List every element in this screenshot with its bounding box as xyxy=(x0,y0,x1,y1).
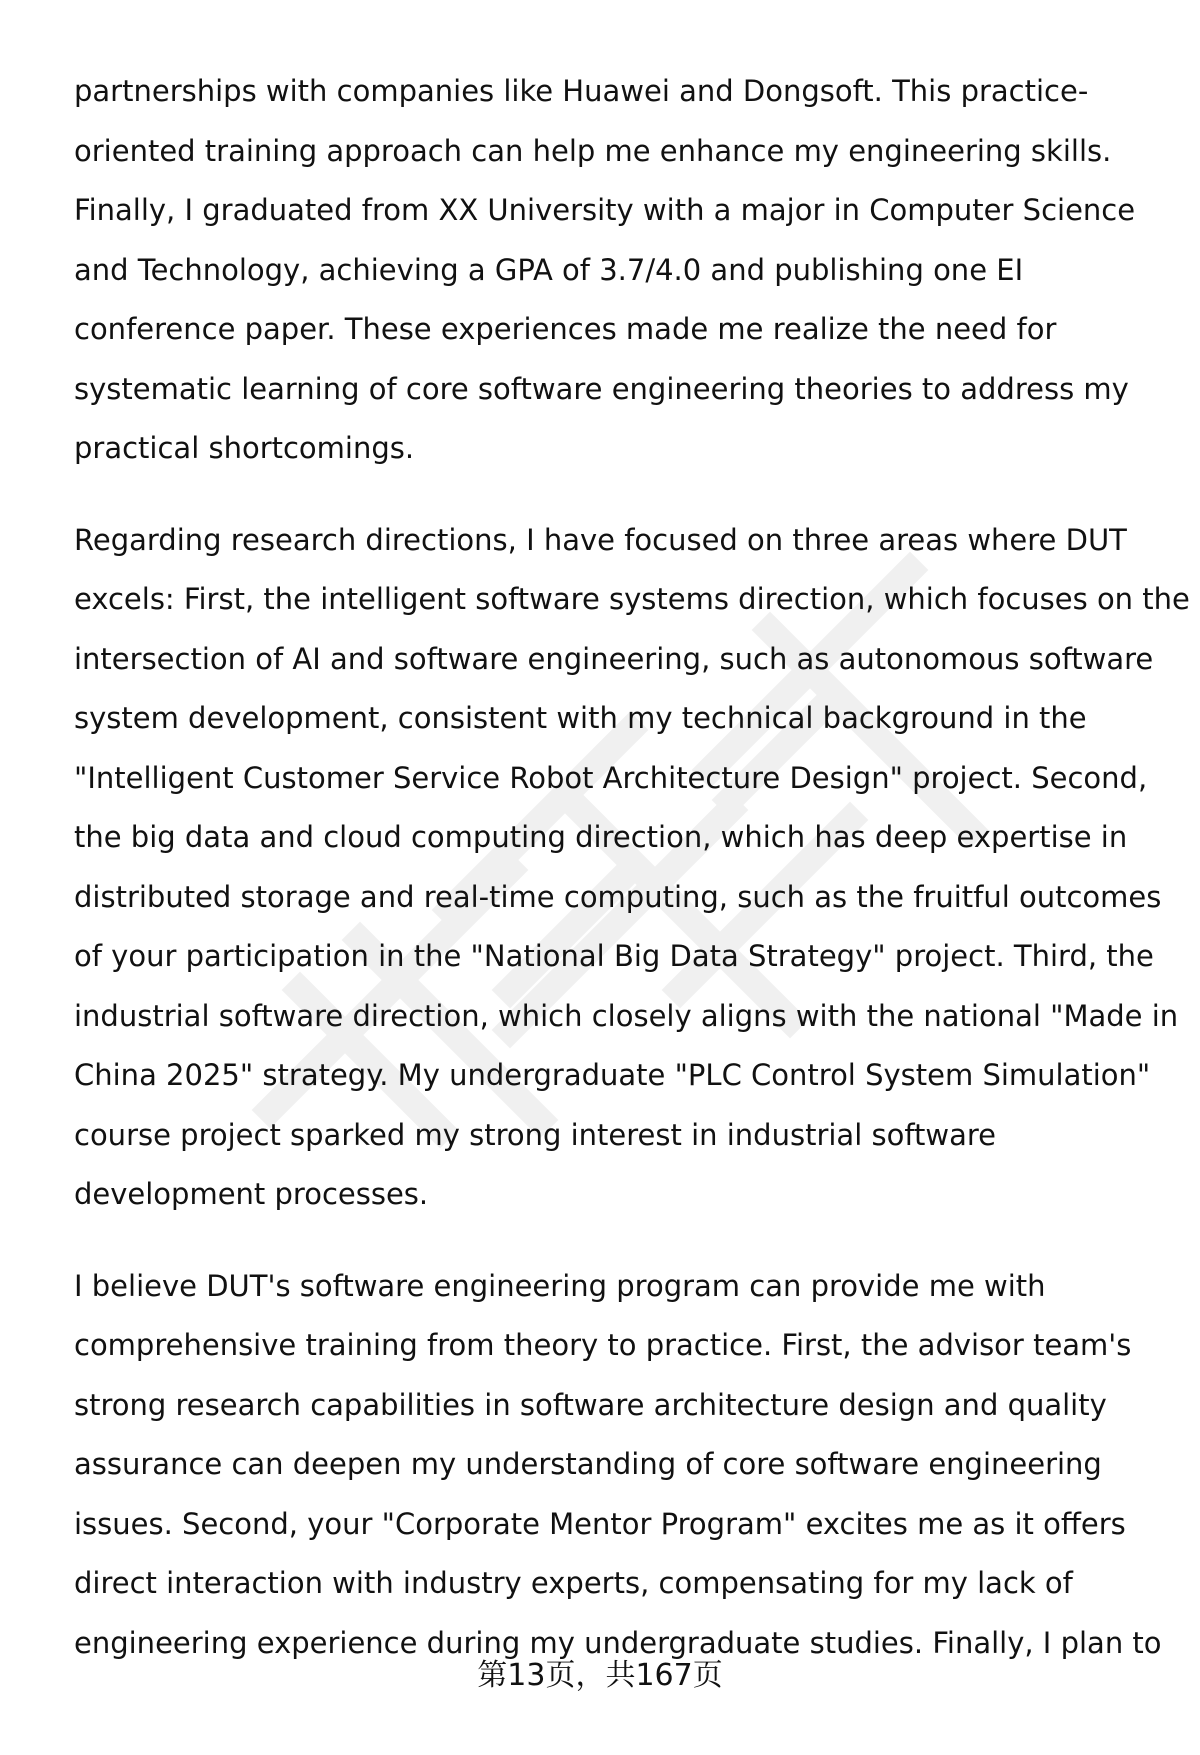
text-line: partnerships with companies like Huawei and Dongsoft. This practice- xyxy=(74,74,1089,108)
text-line: excels: First, the intelligent software systems direction, which focuses on the xyxy=(74,582,1190,616)
text-line: "Intelligent Customer Service Robot Architecture Design" project. Second, xyxy=(74,760,1148,795)
text-line: practical shortcomings. xyxy=(74,431,415,465)
text-line: I believe DUT's software engineering program can provide me with xyxy=(74,1268,1046,1303)
text-line: and Technology, achieving a GPA of 3.7/4.0 and publishing one EI xyxy=(74,252,1024,287)
text-line: intersection of AI and software engineering, such as autonomous software xyxy=(74,641,1154,676)
text-line: of your participation in the "National Big Data Strategy" project. Third, the xyxy=(74,939,1154,973)
document-body xyxy=(74,62,1190,1705)
text-line: assurance can deepen my understanding of core software engineering xyxy=(74,1447,1102,1481)
text-line: comprehensive training from theory to practice. First, the advisor team's xyxy=(74,1328,1132,1362)
text-line: China 2025" strategy. My undergraduate "PLC Control System Simulation" xyxy=(74,1058,1151,1092)
text-line: course project sparked my strong interest in industrial software xyxy=(74,1117,997,1152)
text-line: distributed storage and real-time computing, such as the fruitful outcomes xyxy=(74,879,1162,914)
text-line: conference paper. These experiences made me realize the need for xyxy=(74,312,1057,346)
text-line: industrial software direction, which closely aligns with the national "Made in xyxy=(74,998,1179,1033)
text-line: engineering experience during my undergraduate studies. Finally, I plan to xyxy=(74,1625,1162,1660)
text-line: direct interaction with industry experts, compensating for my lack of xyxy=(74,1566,1073,1600)
text-line: systematic learning of core software engineering theories to address my xyxy=(74,371,1129,406)
paragraph-1 xyxy=(74,62,1164,479)
text-line: oriented training approach can help me enhance my engineering skills. xyxy=(74,133,1112,168)
text-line: system development, consistent with my technical background in the xyxy=(74,701,1087,735)
paragraph-3 xyxy=(74,1257,1164,1674)
text-line: the big data and cloud computing direction, which has deep expertise in xyxy=(74,820,1128,854)
text-line: Regarding research directions, I have focused on three areas where DUT xyxy=(74,522,1127,557)
page-number-footer: 第13页，共167页 xyxy=(477,1658,723,1693)
text-line: Finally, I graduated from XX University with a major in Computer Science xyxy=(74,193,1136,227)
text-line: development processes. xyxy=(74,1177,429,1211)
text-line: strong research capabilities in software architecture design and quality xyxy=(74,1387,1107,1422)
paragraph-2 xyxy=(74,511,1190,1225)
text-line: issues. Second, your "Corporate Mentor Program" excites me as it offers xyxy=(74,1506,1126,1541)
